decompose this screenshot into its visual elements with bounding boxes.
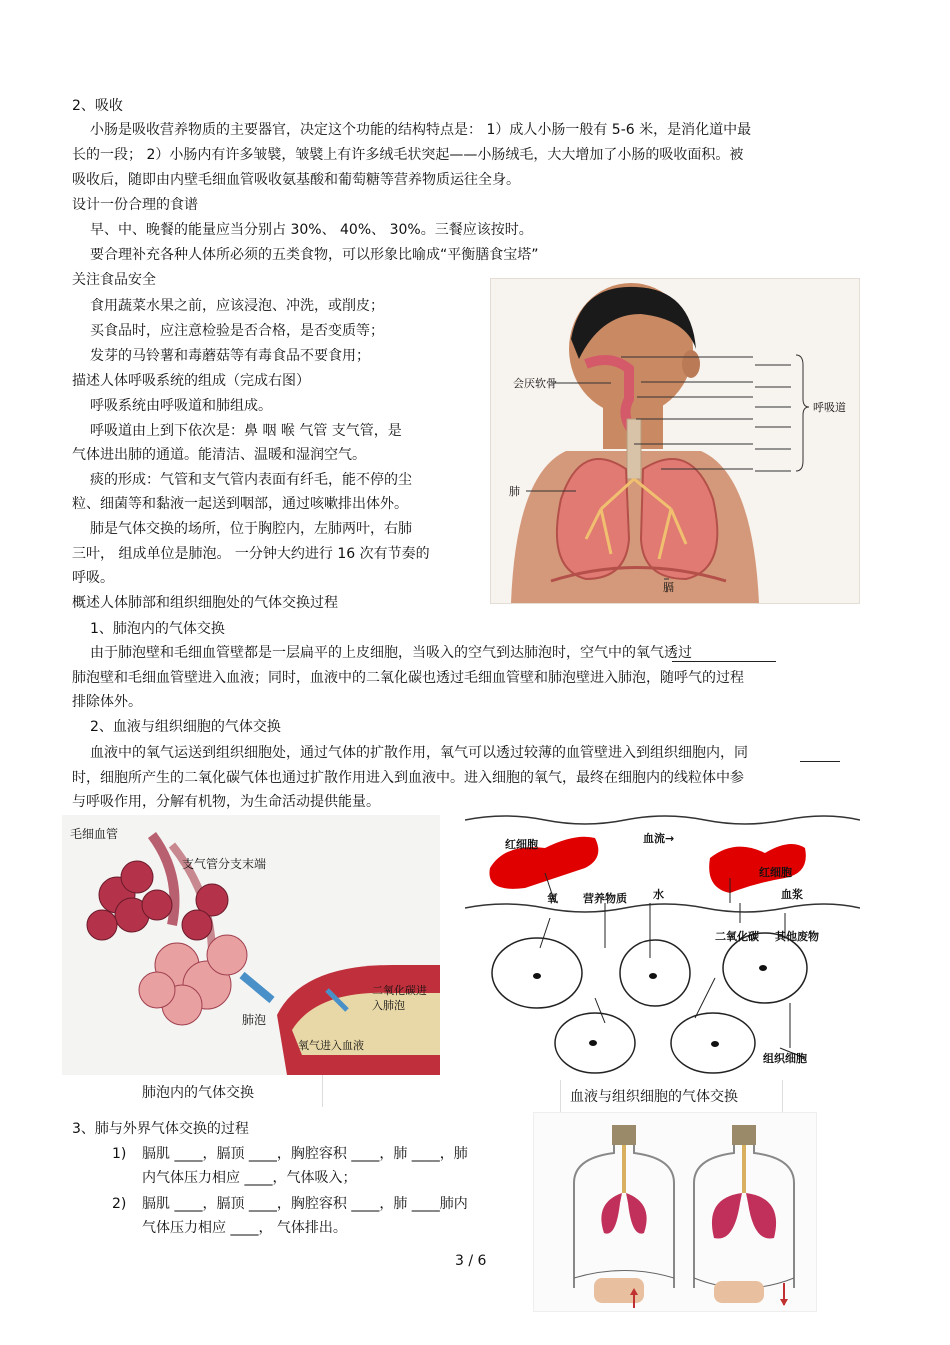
label-o2-to-blood: 氧气进入血液 bbox=[298, 1039, 364, 1052]
label-tissue-cell: 组织细胞 bbox=[763, 1052, 807, 1065]
respiratory-system-figure bbox=[490, 278, 860, 604]
label-epiglottis: 会厌软骨 bbox=[513, 377, 557, 390]
tissue-caption: 血液与组织细胞的气体交换 bbox=[570, 1089, 738, 1105]
label-oxygen: 氧 bbox=[547, 892, 558, 905]
resp-line-1: 呼吸系统由呼吸道和肺组成。 bbox=[90, 398, 272, 414]
label-diaphragm: 膈 bbox=[663, 581, 674, 594]
label-lung: 肺 bbox=[509, 485, 520, 498]
resp-line-2: 呼吸道由上到下依次是：鼻 咽 喉 气管 支气管，是 bbox=[90, 423, 402, 439]
label-nutrients: 营养物质 bbox=[583, 892, 627, 905]
absorb-line-3: 吸收后，随即由内壁毛细血管吸收氨基酸和葡萄糖等营养物质运往全身。 bbox=[72, 172, 520, 188]
exchange-sub1-line-2: 肺泡壁和毛细血管壁进入血液；同时，血液中的二氧化碳也透过毛细血管壁和肺泡壁进入肺泡，随呼气的过程 bbox=[72, 670, 744, 686]
label-co2-to-alveolus: 二氧化碳进入肺泡 bbox=[372, 984, 427, 1012]
exchange-sub2-line-2: 时，细胞所产生的二氧化碳气体也通过扩散作用进入到血液中。进入细胞的氧气，最终在细胞内的线粒体中参 bbox=[72, 770, 744, 786]
absorb-line-1: 小肠是吸收营养物质的主要器官，决定这个功能的结构特点是： 1）成人小肠一般有 5-6 米，是消化道中最 bbox=[90, 122, 752, 138]
exchange-sub2-line-3: 与呼吸作用，分解有机物，为生命活动提供能量。 bbox=[72, 794, 380, 810]
safety-line-2: 买食品时，应注意检验是否合格，是否变质等； bbox=[90, 323, 384, 339]
resp-line-5: 粒、细菌等和黏液一起送到咽部，通过咳嗽排出体外。 bbox=[72, 496, 408, 512]
resp-line-8: 呼吸。 bbox=[72, 570, 114, 586]
safety-line-1: 食用蔬菜水果之前，应该浸泡、冲洗，或削皮； bbox=[90, 298, 384, 314]
divider bbox=[322, 1075, 323, 1107]
breath-item-1-num: 1) bbox=[112, 1146, 127, 1162]
label-co2: 二氧化碳 bbox=[715, 930, 759, 943]
label-airway: 呼吸道 bbox=[813, 401, 846, 414]
diet-line-1: 早、中、晚餐的能量应当分别占 30%、 40%、 30%。三餐应该按时。 bbox=[90, 222, 533, 238]
resp-line-3: 气体进出肺的通道。能清洁、温暖和湿润空气。 bbox=[72, 447, 366, 463]
tissue-gas-exchange-figure bbox=[465, 808, 860, 1080]
label-capillary: 毛细血管 bbox=[70, 827, 119, 841]
label-rbc-2: 红细胞 bbox=[759, 866, 792, 879]
divider bbox=[560, 1080, 561, 1112]
exchange-sub2: 2、血液与组织细胞的气体交换 bbox=[90, 719, 281, 735]
diet-heading: 设计一份合理的食谱 bbox=[72, 197, 198, 213]
safety-heading: 关注食品安全 bbox=[72, 272, 156, 288]
alveoli-gas-exchange-figure bbox=[62, 815, 440, 1075]
absorb-line-2: 长的一段； 2）小肠内有许多皱襞，皱襞上有许多绒毛状突起——小肠绒毛，大大增加了小肠的吸收面积。被 bbox=[72, 147, 744, 163]
label-alveolus: 肺泡 bbox=[242, 1013, 267, 1027]
label-bronchiole: 支气管分支末端 bbox=[182, 857, 267, 871]
absorb-heading: 2、吸收 bbox=[72, 98, 123, 114]
label-rbc: 红细胞 bbox=[505, 838, 538, 851]
underline bbox=[672, 661, 776, 662]
exchange-sub2-line-1: 血液中的氧气运送到组织细胞处，通过气体的扩散作用，氧气可以透过较薄的血管壁进入到组织细胞内，同 bbox=[90, 745, 748, 761]
resp-line-4: 痰的形成：气管和支气管内表面有纤毛，能不停的尘 bbox=[90, 472, 412, 488]
exchange-sub1-line-3: 排除体外。 bbox=[72, 694, 142, 710]
resp-heading: 描述人体呼吸系统的组成（完成右图） bbox=[72, 373, 310, 389]
breath-item-2-line-1: 膈肌 ____，膈顶 ____，胸腔容积 ____，肺 ____肺内 bbox=[142, 1196, 468, 1212]
exchange-sub1-line-1: 由于肺泡壁和毛细血管壁都是一层扁平的上皮细胞，当吸入的空气到达肺泡时，空气中的氧气透过 bbox=[90, 645, 692, 661]
diet-line-2: 要合理补充各种人体所必须的五类食物，可以形象比喻成“平衡膳食宝塔” bbox=[90, 247, 539, 263]
breath-item-1-line-2: 内气体压力相应 ____，气体吸入； bbox=[142, 1170, 357, 1186]
resp-line-7: 三叶， 组成单位是肺泡。 一分钟大约进行 16 次有节奏的 bbox=[72, 546, 430, 562]
underline bbox=[800, 761, 840, 762]
label-blood-flow: 血流→ bbox=[643, 832, 675, 845]
label-water: 水 bbox=[653, 888, 664, 901]
alveoli-caption: 肺泡内的气体交换 bbox=[142, 1085, 254, 1101]
breath-heading: 3、肺与外界气体交换的过程 bbox=[72, 1121, 249, 1137]
label-waste: 其他废物 bbox=[775, 930, 819, 943]
exchange-heading: 概述人体肺部和组织细胞处的气体交换过程 bbox=[72, 595, 338, 611]
resp-line-6: 肺是气体交换的场所，位于胸腔内，左肺两叶，右肺 bbox=[90, 521, 412, 537]
breath-item-2-num: 2) bbox=[112, 1196, 127, 1212]
exchange-sub1: 1、肺泡内的气体交换 bbox=[90, 621, 225, 637]
breath-item-1-line-1: 膈肌 ____，膈顶 ____，胸腔容积 ____，肺 ____，肺 bbox=[142, 1146, 468, 1162]
breath-item-2-line-2: 气体压力相应 ____， 气体排出。 bbox=[142, 1220, 347, 1236]
page-number: 3 / 6 bbox=[455, 1253, 487, 1269]
safety-line-3: 发芽的马铃薯和毒蘑菇等有毒食品不要食用； bbox=[90, 348, 370, 364]
label-plasma: 血浆 bbox=[781, 888, 803, 901]
divider bbox=[782, 1080, 783, 1112]
bell-jar-model-figure bbox=[533, 1112, 817, 1312]
